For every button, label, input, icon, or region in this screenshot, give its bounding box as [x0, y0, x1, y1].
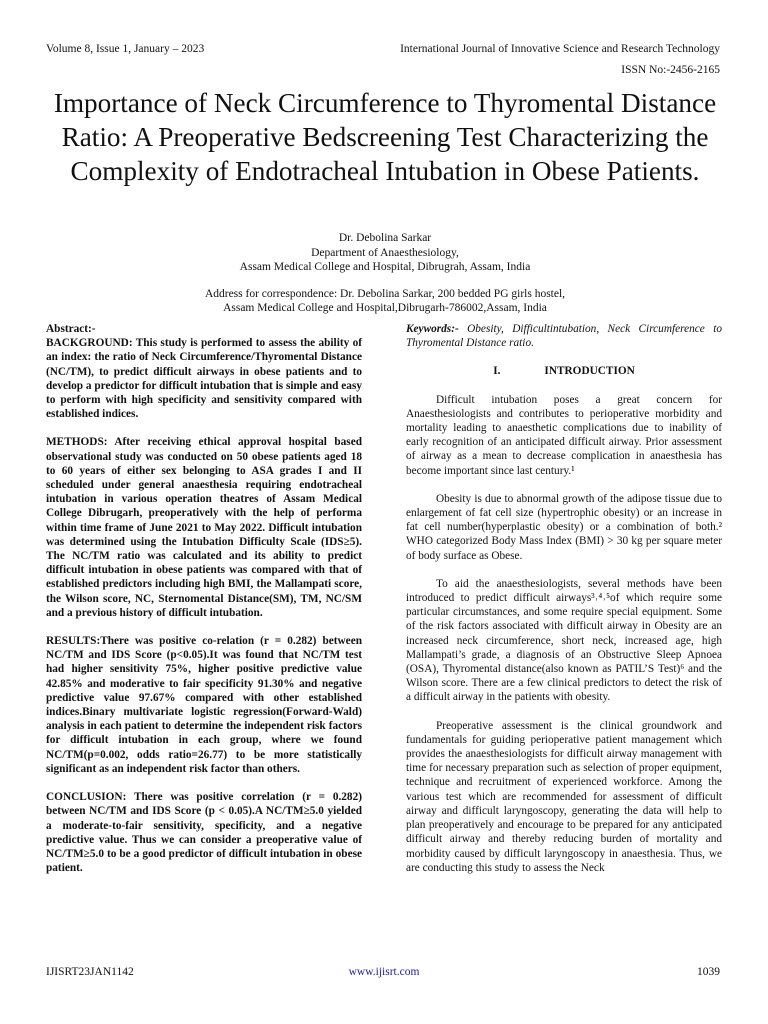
abstract-results: RESULTS:There was positive co-relation (r = 0.282) between NC/TM and IDS Score (p<0.05).It was found that NC/TM test had higher sensitivity 75%, higher positive predictive value 42.85% and moderative to fair specificity 91.30% and negative predictive value 97.67% compared with other established indices.Binary multivariate logistic regression(Forward-Wald) analysis in each patient to determine the independent risk factors for difficult intubation in each group, where we found NC/TM(p=0.002, odds ratio=26.77) to be more statistically significant as an independent risk factor than others. — [46, 635, 362, 775]
author-department: Department of Anaesthesiology, — [311, 246, 459, 259]
paper-id: IJISRT23JAN1142 — [46, 966, 134, 978]
section-number: I. — [493, 365, 501, 378]
section-title: INTRODUCTION — [544, 365, 635, 378]
issn: ISSN No:-2456-2165 — [621, 64, 720, 76]
abstract-conclusion: CONCLUSION: There was positive correlation (r = 0.282) between NC/TM and IDS Score (p < 0.05).A NC/TM≥5.0 yielded a moderate-to-fair sensitivity, specificity, and a negative predictive value. Thus we can consider a preoperative value of NC/TM≥5.0 to be a good predictor of difficult intubation in obese patient. — [46, 791, 362, 875]
abstract-column — [46, 322, 362, 889]
keywords-label: Keywords:- — [406, 323, 459, 335]
correspondence-line-1: Address for correspondence: Dr. Debolina Sarkar, 200 bedded PG girls hostel, — [204, 287, 566, 300]
body-column — [406, 322, 722, 889]
keywords-text: Obesity, Difficultintubation, Neck Circumference to Thyromental Distance ratio. — [406, 323, 722, 350]
page-number: 1039 — [697, 966, 720, 978]
abstract-methods: METHODS: After receiving ethical approval hospital based observational study was conducted on 50 obese patients aged 18 to 60 years of either sex belonging to ASA grades I and II scheduled under general anaesthesia requiring endotracheal intubation in various operation theatres of Assam Medical College Dibrugarh, preoperatively with the help of performa within time frame of June 2021 to May 2022. Difficult intubation was determined using the Intubation Difficulty Scale (IDS≥5). The NC/TM ratio was calculated and its ability to predict difficult intubation in obese patients was compared with that of established predictors including high BMI, the Mallampati score, the Wilson score, NC, Sternomental Distance(SM), TM, NC/SM and a previous history of difficult intubation. — [46, 436, 362, 619]
correspondence-line-2: Assam Medical College and Hospital,Dibrugarh-786002,Assam, India — [223, 302, 547, 315]
journal-name: International Journal of Innovative Science and Research Technology — [400, 43, 720, 55]
author-block — [60, 231, 710, 316]
intro-paragraph-4: Preoperative assessment is the clinical groundwork and fundamentals for guiding perioperative patient management which provides the anaesthesiologists for difficult airway management with time for necessary preparation such as selection of proper equipment, technique and recruitment of experienced workforce. Among the various test which are recommended for assessment of difficult airway and difficult laryngoscopy, generating the data will help to plan preoperatively and encourage to be prepared for any anticipated difficult airway and thereby reducing burden of mortality and morbidity caused by difficult laryngoscopy in anaesthesia. Thus, we are conducting this study to assess the Neck — [406, 719, 722, 874]
paper-title: Importance of Neck Circumference to Thyromental Distance Ratio: A Preoperative Bedscreening Test Characterizing the Complexity of Endotracheal Intubation in Obese Patients. — [53, 88, 717, 186]
intro-paragraph-1: Difficult intubation poses a great concern for Anaesthesiologists and contributes to perioperative morbidity and mortality leading to anaesthetic complications due to inability of early recognition of an anticipated difficult airway. Prior assessment of airway as a mean to decrease complication in anaesthesia has become important since last century.¹ — [406, 393, 722, 477]
section-heading — [406, 364, 722, 378]
volume-issue: Volume 8, Issue 1, January – 2023 — [46, 43, 205, 55]
keywords — [406, 322, 722, 350]
intro-paragraph-2: Obesity is due to abnormal growth of the adipose tissue due to enlargement of fat cell size (hypertrophic obesity) or an increase in fat cell number(hyperplastic obesity) or a combination of both.² WHO categorized Body Mass Index (BMI) > 30 kg per square meter of body surface as Obese. — [406, 492, 722, 562]
author-institution: Assam Medical College and Hospital, Dibrugrah, Assam, India — [239, 261, 531, 274]
author-name: Dr. Debolina Sarkar — [338, 232, 432, 244]
intro-paragraph-3: To aid the anaesthesiologists, several methods have been introduced to predict difficult airways³˒⁴˒⁵of which require some particular circumstances, and some require special equipment. Some of the risk factors associated with difficult airway in Obesity are an increased neck circumference, short neck, increased age, high Mallampati’s grade, a diagnosis of an Obstructive Sleep Apnoea (OSA), Thyromental distance(also known as PATIL’S Test)⁶ and the Wilson score. There are a few clinical predictors to detect the risk of a difficult airway in the patients with obesity. — [406, 577, 722, 704]
abstract-background: BACKGROUND: This study is performed to assess the ability of an index: the ratio of Neck Circumference/Thyromental Distance (NC/TM), to predict difficult airways in obese patients and to develop a predictor for difficult intubation that is simple and easy to perform with high specificity and sensitivity compared with established indices. — [46, 337, 362, 421]
website-link[interactable]: www.ijisrt.com — [348, 966, 420, 978]
abstract-heading: Abstract:- — [46, 323, 96, 335]
